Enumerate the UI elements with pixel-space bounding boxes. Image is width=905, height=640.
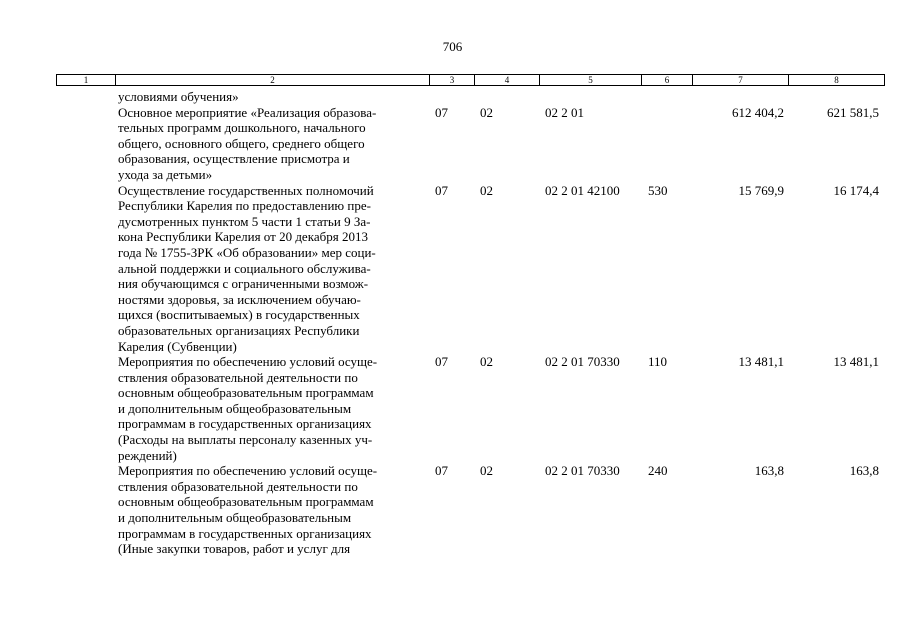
description-line: ствления образовательной деятельности по <box>118 478 358 494</box>
row-description <box>118 463 428 557</box>
description-line: и дополнительным общеобразовательным <box>118 400 352 416</box>
description-line: образовательных организациях Республики <box>118 322 360 338</box>
table-row <box>0 89 905 105</box>
budget-table-body <box>0 89 905 557</box>
table-row <box>0 463 905 557</box>
description-line: программам в государственных организациях <box>118 416 372 432</box>
section-code: 07 <box>435 463 448 479</box>
expense-type-code: 530 <box>648 182 668 198</box>
description-line: и дополнительным общеобразовательным <box>118 510 352 526</box>
section-code: 07 <box>435 182 448 198</box>
target-article-code: 02 2 01 42100 <box>545 182 620 198</box>
table-row <box>0 105 905 183</box>
header-row <box>57 75 885 86</box>
row-description <box>118 183 428 355</box>
description-line: ностями здоровья, за исключением обучаю- <box>118 291 361 307</box>
section-code: 07 <box>435 354 448 370</box>
description-line: щихся (воспитываемых) в государственных <box>118 307 360 323</box>
amount-year-1: 163,8 <box>754 463 784 479</box>
page-number: 706 <box>442 39 463 54</box>
subsection-code: 02 <box>480 463 493 479</box>
description-line: основным общеобразовательным программам <box>118 385 374 401</box>
description-line: основным общеобразовательным программам <box>118 494 374 510</box>
subsection-code: 02 <box>480 182 493 198</box>
column-number-header <box>56 74 885 86</box>
header-col-3: 3 <box>430 75 475 86</box>
header-col-7: 7 <box>693 75 789 86</box>
description-line: Основное мероприятие «Реализация образова- <box>118 104 377 120</box>
description-line: альной поддержки и социального обслужива- <box>118 260 371 276</box>
description-line: Карелия (Субвенции) <box>118 338 237 354</box>
target-article-code: 02 2 01 <box>545 104 584 120</box>
amount-year-2: 13 481,1 <box>833 354 879 370</box>
description-line: кона Республики Карелия от 20 декабря 2013 <box>118 229 368 245</box>
row-description <box>118 354 428 463</box>
description-line: ствления образовательной деятельности по <box>118 369 358 385</box>
amount-year-2: 16 174,4 <box>833 182 879 198</box>
header-col-2: 2 <box>116 75 430 86</box>
description-line: года № 1755-ЗРК «Об образовании» мер соци- <box>118 244 376 260</box>
description-line: программам в государственных организациях <box>118 525 372 541</box>
amount-year-1: 612 404,2 <box>732 104 784 120</box>
description-line: образования, осуществление присмотра и <box>118 151 350 167</box>
target-article-code: 02 2 01 70330 <box>545 354 620 370</box>
description-line: Осуществление государственных полномочий <box>118 182 374 198</box>
description-line: Мероприятия по обеспечению условий осуще- <box>118 354 378 370</box>
description-line: ния обучающимся с ограниченными возмож- <box>118 276 369 292</box>
amount-year-1: 13 481,1 <box>738 354 784 370</box>
header-col-1: 1 <box>57 75 116 86</box>
description-line: тельных программ дошкольного, начального <box>118 120 366 136</box>
description-line: ухода за детьми» <box>118 166 213 182</box>
section-code: 07 <box>435 104 448 120</box>
description-line: реждений) <box>118 447 177 463</box>
table-row <box>0 183 905 355</box>
amount-year-2: 621 581,5 <box>827 104 879 120</box>
header-col-4: 4 <box>475 75 540 86</box>
description-line: (Иные закупки товаров, работ и услуг для <box>118 541 351 557</box>
description-line: Мероприятия по обеспечению условий осуще- <box>118 463 378 479</box>
description-line: дусмотренных пунктом 5 части 1 статьи 9 За- <box>118 213 371 229</box>
row-description <box>118 89 428 105</box>
description-line: (Расходы на выплаты персоналу казенных уч- <box>118 432 373 448</box>
target-article-code: 02 2 01 70330 <box>545 463 620 479</box>
description-line: общего, основного общего, среднего общего <box>118 135 365 151</box>
header-col-5: 5 <box>540 75 642 86</box>
subsection-code: 02 <box>480 354 493 370</box>
header-col-6: 6 <box>642 75 693 86</box>
description-line: условиями обучения» <box>118 89 239 104</box>
expense-type-code: 240 <box>648 463 668 479</box>
row-description <box>118 105 428 183</box>
amount-year-1: 15 769,9 <box>738 182 784 198</box>
expense-type-code: 110 <box>648 354 668 370</box>
header-col-8: 8 <box>789 75 885 86</box>
amount-year-2: 163,8 <box>849 463 879 479</box>
description-line: Республики Карелия по предоставлению пре- <box>118 198 371 214</box>
table-row <box>0 354 905 463</box>
subsection-code: 02 <box>480 104 493 120</box>
